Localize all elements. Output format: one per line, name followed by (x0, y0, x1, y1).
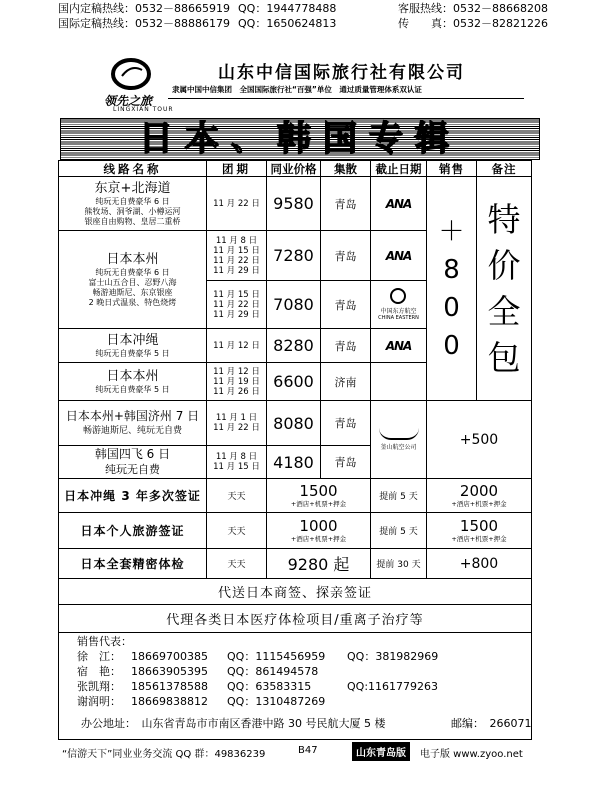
visa-sales-note: +酒店+机票+押金 (451, 535, 507, 543)
domestic-hotline-phone: 0532－88665919 (135, 2, 230, 15)
visa-price (266, 478, 371, 513)
sales-plus-800 (426, 176, 477, 401)
header-divider (168, 98, 524, 99)
price-cell: 7280 (266, 230, 321, 281)
visa-freq: 天天 (206, 512, 267, 549)
dates-cell (206, 176, 267, 231)
china-eastern-logo (370, 280, 427, 329)
dates-cell (206, 280, 267, 329)
city-cell: 青岛 (320, 176, 371, 231)
dates-cell (206, 362, 267, 401)
visa-price-note: +酒店+机票+押金 (290, 500, 347, 508)
airline-name-en: CHINA EASTERN (378, 315, 419, 321)
route-title: 日本本州 (106, 368, 159, 384)
service-medical: 代理各类日本医疗体检项目/重离子治疗等 (58, 604, 532, 633)
header-dates: 团期 (206, 160, 267, 177)
visa-price-note: +酒店+机票+押金 (290, 535, 347, 543)
route-title: 韩国四飞 6 日 (94, 447, 171, 461)
intl-qq-number: 1650624813 (266, 17, 337, 30)
contact-name: 谢润明： (77, 695, 121, 708)
contact-qq: QQ：63583315 (227, 680, 312, 693)
note-char: 全 (487, 291, 521, 331)
route-subtitle: 纯玩无自费豪华 6 日 (95, 196, 170, 206)
route-detail: 银座自由购物、皇居二重桥 (84, 216, 181, 226)
price-cell: 4180 (266, 445, 321, 479)
sales-char: ＋ (438, 216, 465, 247)
office-address: 办公地址： 山东省青岛市市南区香港中路 30 号民航大厦 5 楼 (81, 717, 386, 730)
footer-website[interactable]: 电子版 www.zyoo.net (420, 749, 523, 760)
visa-deadline: 提前 5 天 (370, 478, 427, 513)
city-cell: 济南 (320, 362, 371, 401)
medical-check-name: 日本全套精密体检 (58, 548, 207, 579)
date-item: 11 月 8 日 (215, 235, 258, 246)
route-honshu-6day (58, 230, 207, 329)
price-cell: 6600 (266, 362, 321, 401)
city-cell: 青岛 (320, 230, 371, 281)
route-subtitle: 纯玩无自费豪华 6 日 (95, 267, 170, 277)
dates-cell (206, 445, 267, 479)
airline-cell-empty (370, 362, 427, 401)
intl-qq (238, 17, 336, 31)
title-banner (60, 118, 540, 160)
contacts-title: 销售代表： (77, 635, 132, 648)
visa-personal-name: 日本个人旅游签证 (58, 512, 207, 549)
route-detail: 富士山五合目、忍野八海 (88, 277, 177, 287)
sales-char: 0 (443, 292, 460, 323)
route-subtitle: 纯玩无自费豪华 5 日 (95, 384, 170, 394)
contact-phone: 18663905395 (131, 665, 208, 678)
route-detail: 畅游迪斯尼、东京银座 (92, 287, 173, 297)
route-okinawa (58, 328, 207, 363)
contact-qq-2: QQ:1161779263 (347, 680, 439, 693)
date-item: 11 月 19 日 (213, 376, 260, 387)
route-subtitle: 畅游迪斯尼、纯玩无自费 (82, 426, 182, 436)
domestic-hotline (58, 2, 230, 16)
header-deadline: 截止日期 (370, 160, 427, 177)
sales-char: 0 (443, 330, 460, 361)
route-detail: 熊牧场、洞爷湖、小樽运河 (84, 206, 181, 216)
intl-qq-label: QQ： (238, 17, 267, 30)
date-item: 11 月 15 日 (213, 462, 260, 472)
price-cell: 8080 (266, 400, 321, 446)
domestic-hotline-label: 国内定稿热线： (58, 2, 135, 15)
visa-deadline: 提前 5 天 (370, 512, 427, 549)
note-special-all-inclusive (476, 176, 532, 401)
visa-sales-value: 2000 (459, 482, 499, 500)
date-item: 11 月 15 日 (213, 289, 260, 300)
visa-sales-note: +酒店+机票+押金 (451, 500, 507, 508)
service-hotline (398, 2, 548, 16)
visa-freq: 天天 (206, 478, 267, 513)
header-route: 线路名称 (58, 160, 207, 177)
air-busan-icon (379, 428, 419, 451)
company-name: 山东中信国际旅行社有限公司 (218, 63, 465, 83)
route-tokyo-hokkaido (58, 176, 207, 231)
route-subtitle: 纯玩无自费 (105, 463, 160, 476)
footer-page-number: B47 (298, 745, 318, 756)
medical-deadline: 提前 30 天 (370, 548, 427, 579)
visa-okinawa-name: 日本冲绳 3 年多次签证 (58, 478, 207, 513)
sales-char: 8 (443, 254, 460, 285)
intl-hotline-label: 国际定稿热线： (58, 17, 135, 30)
note-char: 包 (487, 337, 521, 377)
contact-phone: 18669700385 (131, 650, 208, 663)
ana-logo-icon: ANA (370, 176, 427, 231)
logo-name: 领先之旅 (104, 94, 153, 108)
header-note: 备注 (476, 160, 532, 177)
contact-name: 张凯翔： (77, 680, 121, 693)
city-cell: 青岛 (320, 328, 371, 363)
domestic-qq-label: QQ： (238, 2, 267, 15)
company-slogan: 隶属中国中信集团 全国国际旅行社“百强”单位 通过质量管理体系双认证 (172, 85, 422, 94)
airline-name: 釜山航空公司 (380, 444, 417, 451)
footer-edition-badge: 山东青岛版 (352, 742, 410, 761)
price-cell: 9580 (266, 176, 321, 231)
date-item: 11 月 8 日 (215, 452, 258, 462)
contact-name: 宿 艳： (77, 665, 121, 678)
date-item: 11 月 12 日 (213, 366, 260, 377)
intl-hotline-phone: 0532－88886179 (135, 17, 230, 30)
route-title: 日本本州+韩国济州 7 日 (65, 409, 200, 423)
ana-logo-icon: ANA (370, 328, 427, 363)
china-eastern-icon (378, 288, 419, 321)
price-cell: 8280 (266, 328, 321, 363)
postcode: 邮编： 266071 (451, 717, 532, 730)
visa-price (266, 512, 371, 549)
service-visa: 代送日本商签、探亲签证 (58, 578, 532, 605)
medical-price: 9280 起 (266, 548, 371, 579)
city-cell: 青岛 (320, 400, 371, 446)
medical-sales: +800 (426, 548, 532, 579)
route-subtitle: 纯玩无自费豪华 5 日 (95, 348, 170, 358)
date-item: 11 月 22 日 (213, 198, 260, 209)
date-item: 11 月 29 日 (213, 265, 260, 276)
ana-logo-icon: ANA (370, 230, 427, 281)
china-eastern-mark-icon (390, 288, 406, 304)
date-item: 11 月 22 日 (213, 423, 260, 433)
note-char: 特 (487, 199, 521, 239)
airline-name-cn: 中国东方航空 (380, 308, 417, 315)
date-item: 11 月 22 日 (213, 299, 260, 310)
visa-sales (426, 478, 532, 513)
dates-cell (206, 328, 267, 363)
date-item: 11 月 1 日 (215, 413, 258, 423)
contact-qq-2: QQ：381982969 (347, 650, 439, 663)
domestic-qq (238, 2, 336, 16)
contact-qq: QQ：1310487269 (227, 695, 326, 708)
route-title: 东京+北海道 (94, 180, 171, 196)
logo-moon-icon (108, 58, 154, 90)
contact-qq: QQ：861494578 (227, 665, 319, 678)
footer-qq-group: “信游天下”同业业务交流 QQ 群：49836239 (62, 749, 266, 760)
fax-label: 传 真： (398, 17, 453, 30)
logo-en: LINGXIAN TOUR (113, 106, 174, 113)
route-honshu-5day (58, 362, 207, 401)
header-price: 同业价格 (266, 160, 321, 177)
date-item: 11 月 22 日 (213, 255, 260, 266)
header-sales: 销售 (426, 160, 477, 177)
route-title: 日本本州 (106, 251, 159, 267)
date-item: 11 月 12 日 (213, 340, 260, 351)
visa-price-value: 1500 (299, 482, 338, 500)
air-busan-logo (370, 400, 427, 479)
date-item: 11 月 15 日 (213, 245, 260, 256)
contact-name: 徐 江： (77, 650, 121, 663)
visa-sales (426, 512, 532, 549)
intl-hotline (58, 17, 230, 31)
route-honshu-jeju (58, 400, 207, 446)
contact-phone: 18669838812 (131, 695, 208, 708)
dates-cell (206, 400, 267, 446)
contacts-box (58, 632, 532, 740)
contact-phone: 18561378588 (131, 680, 208, 693)
contact-qq: QQ：1115456959 (227, 650, 326, 663)
route-korea (58, 445, 207, 479)
city-cell: 青岛 (320, 280, 371, 329)
city-cell: 青岛 (320, 445, 371, 479)
air-busan-swoosh-icon (379, 428, 419, 440)
domestic-qq-number: 1944778488 (266, 2, 337, 15)
date-item: 11 月 29 日 (213, 309, 260, 320)
sales-plus-500: +500 (426, 400, 532, 479)
dates-cell (206, 230, 267, 281)
price-cell: 7080 (266, 280, 321, 329)
banner-title: 日本、韩国专辑 (139, 119, 461, 159)
route-title: 日本冲绳 (106, 332, 159, 348)
service-hotline-phone: 0532－88668208 (453, 2, 548, 15)
date-item: 11 月 26 日 (213, 386, 260, 397)
visa-sales-value: 1500 (459, 517, 499, 535)
route-detail: 2 晚日式温泉、特色烧烤 (88, 297, 177, 307)
fax-line (398, 17, 548, 31)
service-hotline-label: 客服热线： (398, 2, 453, 15)
header-city: 集散 (320, 160, 371, 177)
visa-price-value: 1000 (299, 517, 338, 535)
medical-freq: 天天 (206, 548, 267, 579)
fax-phone: 0532－82821226 (453, 17, 548, 30)
note-char: 价 (487, 245, 521, 285)
